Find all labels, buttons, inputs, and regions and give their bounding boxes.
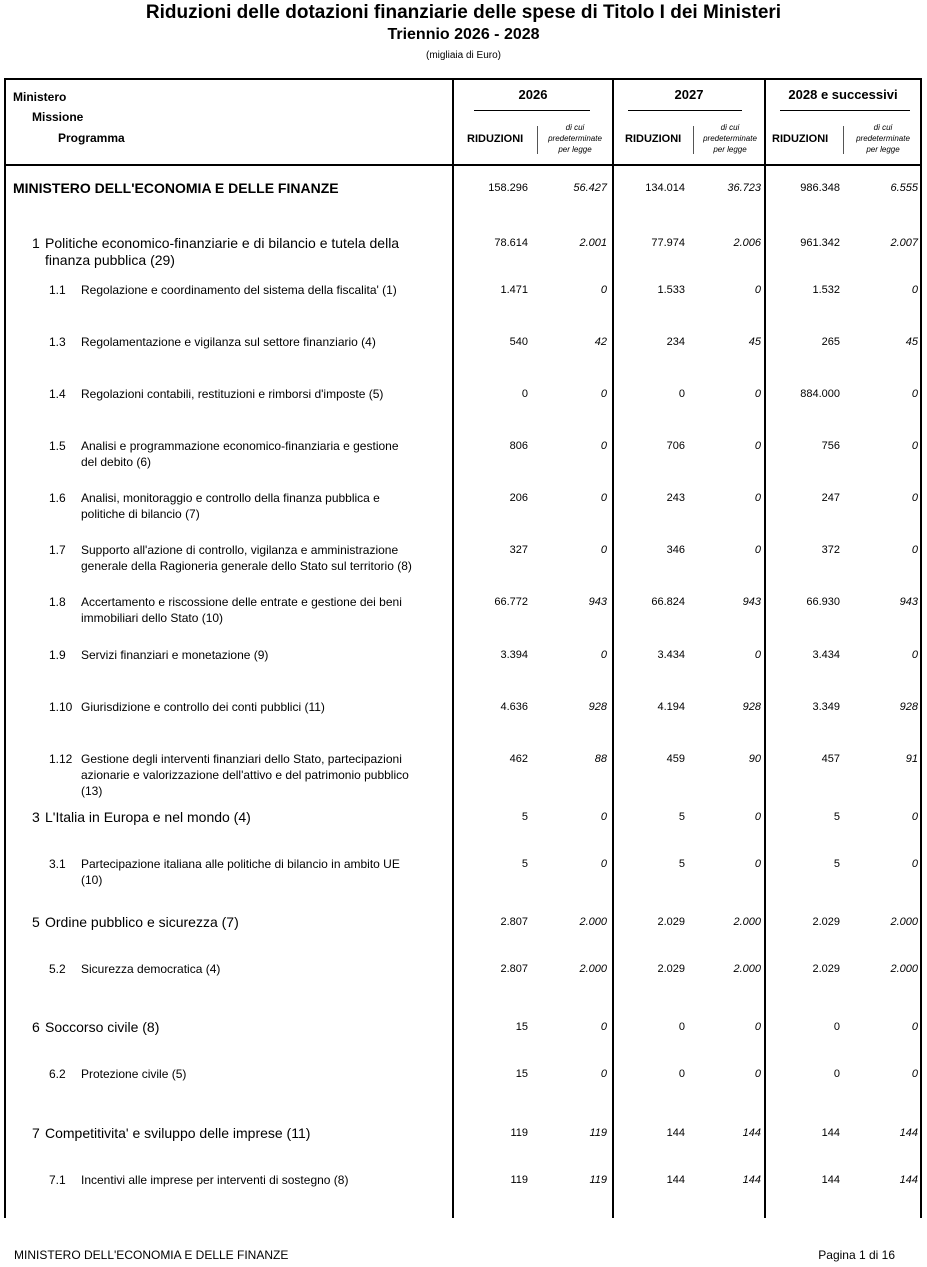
predeterminate-value: 90	[748, 753, 761, 765]
predeterminate-value: 2.000	[890, 963, 918, 975]
program-label: Partecipazione italiana alle politiche di bilancio in ambito UE	[81, 857, 400, 871]
predeterminate-value: 0	[754, 544, 761, 556]
riduzioni-value: 5	[833, 858, 840, 870]
mission-number: 7	[32, 1125, 40, 1141]
program-label: Analisi, monitoraggio e controllo della finanza pubblica e	[81, 491, 380, 505]
table-top-border	[4, 78, 922, 80]
riduzioni-value: 346	[666, 544, 685, 556]
riduzioni-value: 144	[821, 1127, 840, 1139]
riduzioni-value: 5	[833, 811, 840, 823]
page-title: Riduzioni delle dotazioni finanziarie delle spese di Titolo I dei Ministeri	[145, 2, 782, 23]
predeterminate-value: 0	[600, 284, 607, 296]
predeterminate-value: 144	[899, 1127, 918, 1139]
program-label: Regolamentazione e vigilanza sul settore finanziario (4)	[81, 335, 376, 349]
predeterminate-value: 119	[589, 1174, 607, 1186]
mission-label-cont: finanza pubblica (29)	[45, 252, 175, 268]
header-ministero: Ministero	[13, 90, 67, 104]
riduzioni-value: 2.029	[812, 916, 840, 928]
year-underline	[628, 110, 742, 111]
riduzioni-value: 15	[515, 1021, 528, 1033]
header-missione: Missione	[32, 110, 84, 124]
riduzioni-value: 961.342	[800, 237, 840, 249]
mission-label: Competitivita' e sviluppo delle imprese (11)	[45, 1125, 311, 1141]
predeterminate-value: 943	[899, 596, 918, 608]
predeterminate-value: 928	[899, 701, 918, 713]
program-number: 1.4	[49, 387, 66, 401]
header-dicui: di cui predeterminate per legge	[548, 123, 602, 154]
predeterminate-value: 144	[899, 1174, 918, 1186]
predeterminate-value: 0	[911, 811, 918, 823]
program-label: Servizi finanziari e monetazione (9)	[81, 648, 269, 662]
riduzioni-value: 457	[821, 753, 840, 765]
program-label: Regolazioni contabili, restituzioni e rimborsi d'imposte (5)	[81, 387, 384, 401]
predeterminate-value: 0	[754, 284, 761, 296]
predeterminate-value: 0	[754, 858, 761, 870]
predeterminate-value: 2.000	[733, 963, 761, 975]
mission-number: 6	[32, 1019, 40, 1035]
riduzioni-value: 66.824	[651, 596, 685, 608]
unit-note: (migliaia di Euro)	[425, 50, 502, 61]
predeterminate-value: 0	[754, 492, 761, 504]
mission-number: 5	[32, 914, 40, 930]
program-label: Accertamento e riscossione delle entrate e gestione dei beni	[81, 595, 402, 609]
year-2026: 2026	[518, 87, 548, 102]
mission-label: Soccorso civile (8)	[45, 1019, 160, 1035]
riduzioni-value: 77.974	[651, 237, 685, 249]
program-number: 3.1	[49, 857, 66, 871]
predeterminate-value: 0	[911, 440, 918, 452]
header-dicui: di cui predeterminate per legge	[703, 123, 757, 154]
predeterminate-value: 2.000	[579, 916, 607, 928]
riduzioni-value: 706	[666, 440, 685, 452]
riduzioni-value: 15	[515, 1068, 528, 1080]
predeterminate-value: 2.007	[890, 237, 918, 249]
predeterminate-value: 36.723	[727, 182, 761, 194]
riduzioni-value: 459	[666, 753, 685, 765]
predeterminate-value: 943	[742, 596, 761, 608]
riduzioni-value: 0	[521, 388, 528, 400]
program-label-cont: politiche di bilancio (7)	[81, 507, 200, 521]
predeterminate-value: 2.000	[890, 916, 918, 928]
riduzioni-value: 372	[821, 544, 840, 556]
riduzioni-value: 5	[521, 858, 528, 870]
riduzioni-value: 0	[678, 1021, 685, 1033]
program-label-cont: immobiliari dello Stato (10)	[81, 611, 224, 625]
riduzioni-value: 265	[821, 336, 840, 348]
program-label: Giurisdizione e controllo dei conti pubblici (11)	[81, 700, 325, 714]
riduzioni-value: 2.807	[500, 963, 528, 975]
predeterminate-value: 0	[600, 440, 607, 452]
program-label-cont: azionarie e valorizzazione dell'attivo e del patrimonio pubblico	[81, 768, 409, 782]
predeterminate-value: 0	[600, 1068, 607, 1080]
riduzioni-value: 3.394	[500, 649, 528, 661]
riduzioni-value: 2.029	[657, 963, 685, 975]
riduzioni-value: 134.014	[645, 182, 685, 194]
header-riduzioni: RIDUZIONI	[467, 133, 524, 145]
riduzioni-value: 66.930	[806, 596, 840, 608]
riduzioni-value: 0	[678, 388, 685, 400]
program-number: 1.3	[49, 335, 66, 349]
program-label-cont: (13)	[81, 784, 103, 798]
predeterminate-value: 0	[754, 649, 761, 661]
predeterminate-value: 45	[905, 336, 918, 348]
riduzioni-value: 986.348	[800, 182, 840, 194]
year-underline	[780, 110, 910, 111]
predeterminate-value: 0	[600, 1021, 607, 1033]
riduzioni-value: 5	[678, 811, 685, 823]
predeterminate-value: 0	[911, 1021, 918, 1033]
program-label-cont: generale della Ragioneria generale dello Stato sul territorio (8)	[81, 559, 412, 573]
riduzioni-value: 2.029	[657, 916, 685, 928]
riduzioni-value: 0	[833, 1021, 840, 1033]
program-number: 6.2	[49, 1067, 66, 1081]
ministry-name: MINISTERO DELL'ECONOMIA E DELLE FINANZE	[13, 180, 339, 196]
predeterminate-value: 928	[588, 701, 607, 713]
mission-label: Ordine pubblico e sicurezza (7)	[45, 914, 239, 930]
riduzioni-value: 247	[821, 492, 840, 504]
program-number: 1.12	[49, 752, 73, 766]
riduzioni-value: 3.434	[812, 649, 840, 661]
predeterminate-value: 943	[588, 596, 607, 608]
program-number: 1.10	[49, 700, 73, 714]
predeterminate-value: 0	[600, 858, 607, 870]
predeterminate-value: 0	[911, 544, 918, 556]
mission-number: 1	[32, 235, 40, 251]
predeterminate-value: 928	[742, 701, 761, 713]
program-label: Gestione degli interventi finanziari dello Stato, partecipazioni	[81, 752, 402, 766]
predeterminate-value: 0	[754, 811, 761, 823]
riduzioni-value: 4.194	[657, 701, 685, 713]
riduzioni-value: 756	[821, 440, 840, 452]
program-number: 1.1	[49, 283, 66, 297]
program-label: Regolazione e coordinamento del sistema della fiscalita' (1)	[81, 283, 397, 297]
program-label: Supporto all'azione di controllo, vigilanza e amministrazione	[81, 543, 399, 557]
riduzioni-value: 3.349	[812, 701, 840, 713]
riduzioni-value: 806	[509, 440, 528, 452]
predeterminate-value: 0	[911, 1068, 918, 1080]
riduzioni-value: 5	[521, 811, 528, 823]
header-bottom-border	[4, 164, 922, 166]
predeterminate-value: 0	[754, 440, 761, 452]
predeterminate-value: 0	[911, 388, 918, 400]
riduzioni-value: 66.772	[494, 596, 528, 608]
program-label: Sicurezza democratica (4)	[81, 962, 221, 976]
predeterminate-value: 88	[594, 753, 607, 765]
riduzioni-value: 119	[510, 1127, 528, 1139]
program-label: Protezione civile (5)	[81, 1067, 187, 1081]
header-programma: Programma	[58, 131, 125, 145]
riduzioni-value: 119	[510, 1174, 528, 1186]
header-riduzioni: RIDUZIONI	[625, 133, 682, 145]
program-number: 7.1	[49, 1173, 66, 1187]
riduzioni-value: 540	[509, 336, 528, 348]
program-number: 1.6	[49, 491, 66, 505]
table-left-border	[4, 78, 6, 1218]
riduzioni-value: 0	[833, 1068, 840, 1080]
predeterminate-value: 56.427	[573, 182, 607, 194]
riduzioni-value: 78.614	[494, 237, 528, 249]
riduzioni-value: 1.533	[657, 284, 685, 296]
predeterminate-value: 0	[911, 492, 918, 504]
mission-label: L'Italia in Europa e nel mondo (4)	[45, 809, 251, 825]
predeterminate-value: 0	[600, 492, 607, 504]
riduzioni-value: 144	[666, 1174, 685, 1186]
program-label-cont: (10)	[81, 873, 103, 887]
footer-left: MINISTERO DELL'ECONOMIA E DELLE FINANZE	[14, 1248, 289, 1262]
table-right-border	[920, 78, 922, 1218]
program-number: 1.9	[49, 648, 66, 662]
col-divider	[764, 78, 766, 1218]
program-number: 5.2	[49, 962, 66, 976]
predeterminate-value: 0	[754, 1068, 761, 1080]
year-underline	[474, 110, 590, 111]
predeterminate-value: 2.000	[579, 963, 607, 975]
predeterminate-value: 144	[742, 1127, 761, 1139]
predeterminate-value: 0	[754, 1021, 761, 1033]
riduzioni-value: 4.636	[500, 701, 528, 713]
predeterminate-value: 144	[742, 1174, 761, 1186]
predeterminate-value: 0	[600, 388, 607, 400]
predeterminate-value: 0	[911, 858, 918, 870]
riduzioni-value: 5	[678, 858, 685, 870]
col-divider	[452, 78, 454, 1218]
program-number: 1.5	[49, 439, 66, 453]
predeterminate-value: 45	[748, 336, 761, 348]
predeterminate-value: 42	[594, 336, 607, 348]
footer-page: Pagina 1 di 16	[818, 1248, 895, 1262]
program-number: 1.8	[49, 595, 66, 609]
predeterminate-value: 2.001	[579, 237, 607, 249]
predeterminate-value: 0	[911, 649, 918, 661]
riduzioni-value: 0	[678, 1068, 685, 1080]
predeterminate-value: 91	[905, 753, 918, 765]
predeterminate-value: 0	[600, 811, 607, 823]
mission-number: 3	[32, 809, 40, 825]
riduzioni-value: 243	[666, 492, 685, 504]
riduzioni-value: 144	[821, 1174, 840, 1186]
riduzioni-value: 327	[509, 544, 528, 556]
year-2027: 2027	[674, 87, 704, 102]
page-subtitle: Triennio 2026 - 2028	[387, 26, 540, 43]
riduzioni-value: 158.296	[488, 182, 528, 194]
riduzioni-value: 234	[666, 336, 685, 348]
riduzioni-value: 2.029	[812, 963, 840, 975]
program-number: 1.7	[49, 543, 66, 557]
program-label-cont: del debito (6)	[81, 455, 152, 469]
program-label: Incentivi alle imprese per interventi di sostegno (8)	[81, 1173, 349, 1187]
program-label: Analisi e programmazione economico-finanziaria e gestione	[81, 439, 399, 453]
predeterminate-value: 0	[600, 649, 607, 661]
riduzioni-value: 1.471	[500, 284, 528, 296]
predeterminate-value: 0	[754, 388, 761, 400]
mission-label: Politiche economico-finanziarie e di bilancio e tutela della	[45, 235, 400, 251]
riduzioni-value: 144	[666, 1127, 685, 1139]
year-2028: 2028 e successivi	[788, 87, 898, 102]
riduzioni-value: 462	[509, 753, 528, 765]
riduzioni-value: 884.000	[800, 388, 840, 400]
predeterminate-value: 119	[589, 1127, 607, 1139]
riduzioni-value: 1.532	[812, 284, 840, 296]
predeterminate-value: 2.006	[733, 237, 761, 249]
predeterminate-value: 0	[600, 544, 607, 556]
predeterminate-value: 0	[911, 284, 918, 296]
predeterminate-value: 6.555	[890, 182, 918, 194]
predeterminate-value: 2.000	[733, 916, 761, 928]
riduzioni-value: 3.434	[657, 649, 685, 661]
riduzioni-value: 2.807	[500, 916, 528, 928]
riduzioni-value: 206	[509, 492, 528, 504]
col-divider	[612, 78, 614, 1218]
header-riduzioni: RIDUZIONI	[772, 133, 829, 145]
header-dicui: di cui predeterminate per legge	[856, 123, 910, 154]
